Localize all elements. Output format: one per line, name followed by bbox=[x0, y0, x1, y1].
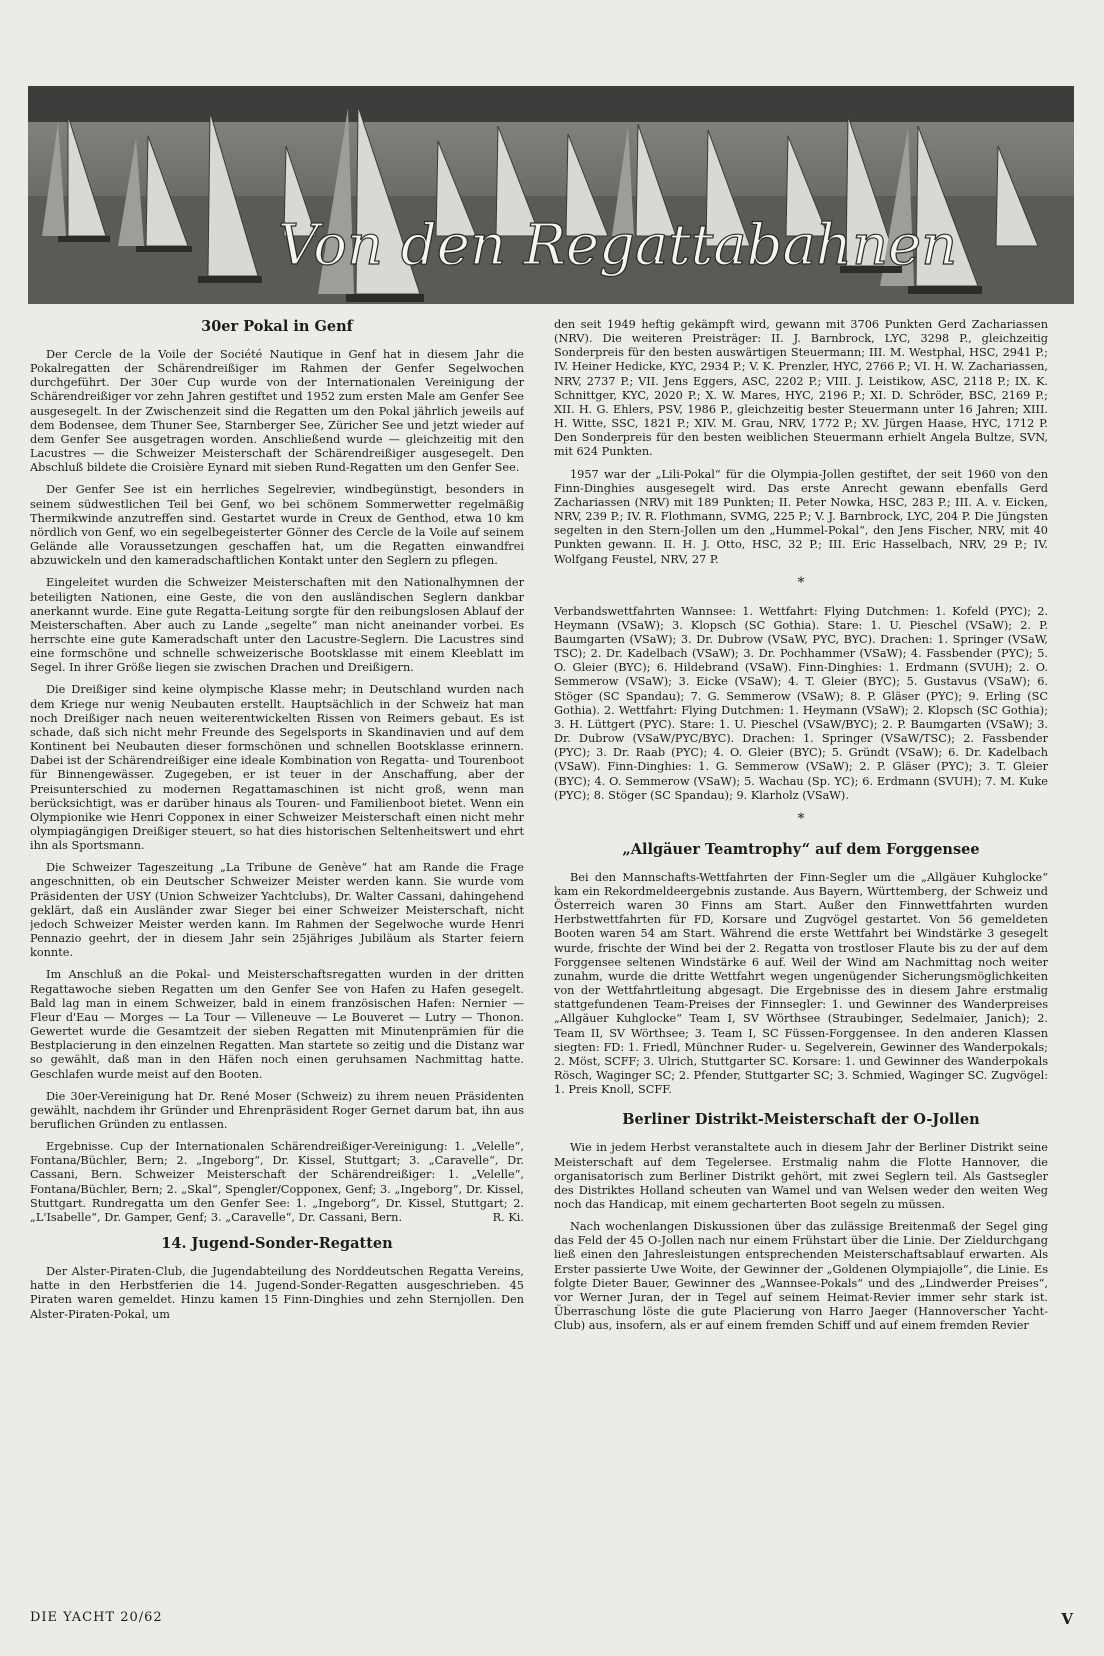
page-footer bbox=[30, 1610, 1074, 1628]
paragraph: Die 30er-Vereinigung hat Dr. René Moser (Schweiz) zu ihrem neuen Präsidenten gewählt, nachdem ihr Gründer und Ehrenpräsident Roger Gernet darum bat, ihn aus beruflichen Gründen zu entlassen. bbox=[30, 1089, 524, 1131]
author-signature: R. Ki. bbox=[492, 1210, 524, 1224]
paragraph: Im Anschluß an die Pokal- und Meisterschaftsregatten wurden in der dritten Regattawoche sieben Regatten um den Genfer See von Hafen zu Hafen gesegelt. Bald lag man in einem Schweizer, bald in einem französischen Hafen: Nernier — Fleur d'Eau — Morges — La Tour — Villeneuve — Le Bouveret — Lutry — Thonon. Gewertet wurde die Gesamtzeit der sieben Regatten mit Minutenprämien für die Bestplacierung in den einzelnen Regatten. Man startete so zeitig und die Distanz war so gewählt, daß man in den Häfen noch einen geruhsamen Nachmittag hatte. Geschlafen wurde meist auf den Booten. bbox=[30, 968, 524, 1081]
banner-script-text: Von den Regattabahnen bbox=[278, 213, 958, 278]
paragraph: Der Genfer See ist ein herrliches Segelrevier, windbegünstigt, besonders in seinem südwestlichen Teil bei Genf, wo bei schönem Sommerwetter regelmäßig Thermikwinde anzutreffen sind. Gestartet wurde in Creux de Genthod, etwa 10 km nördlich von Genf, wo ein segelbegeisterter Gönner des Cercle de la Voile auf seinem Gelände alle Voraussetzungen geschaffen hat, um die Regatten einwandfrei abzuwickeln und den kameradschaftlichen Kontakt unter den Seglern zu pflegen. bbox=[30, 483, 524, 568]
paragraph: Wie in jedem Herbst veranstaltete auch in diesem Jahr der Berliner Distrikt seine Meisterschaft auf dem Tegelersee. Erstmalig nahm die Flotte Hannover, die organisatorisch zum Berliner Distrikt gehört, mit zwei Seglern teil. Als Gastsegler des Distriktes Holland scheuten van Wamel und van Welsen weder den weiten Weg noch das Handicap, mit einem gecharterten Boot segeln zu müssen. bbox=[554, 1141, 1048, 1211]
results-text: Ergebnisse. Cup der Internationalen Schärendreißiger-Vereinigung: 1. „Velelle“, Fontana/Büchler, Bern; 2. „Ingeborg“, Dr. Kissel, Stuttgart; 3. „Caravelle“, Dr. Cassani, Bern. Schweizer Meisterschaft der Schärendreißiger: 1. „Velelle“, Fontana/Büchler, Bern; 2. „Skal“, Spengler/Copponex, Genf; 3. „Ingeborg“, Dr. Kissel, Stuttgart. Rundregatta um den Genfer See: 1. „Ingeborg“, Dr. Kissel, Stuttgart; 2. „L'Isabelle“, Dr. Gamper, Genf; 3. „Caravelle“, Dr. Cassani, Bern. bbox=[30, 1140, 524, 1224]
wannsee-results: Verbandswettfahrten Wannsee: 1. Wettfahrt: Flying Dutchmen: 1. Kofeld (PYC); 2. Heymann (VSaW); 3. Klopsch (SC Gothia). Stare: 1. U. Pieschel (VSaW); 2. P. Baumgarten (VSaW); 3. Dr. Dubrow (VSaW, PYC, BYC). Drachen: 1. Springer (VSaW, TSC); 2. Dr. Kadelbach (VSaW); 3. Dr. Pochhammer (VSaW); 4. Fassbender (PYC); 5. O. Gleier (BYC); 6. Hildebrand (VSaW). Finn-Dinghies: 1. Erdmann (SVUH); 2. O. Semmerow (VSaW); 3. Eicke (VSaW); 4. T. Gleier (BYC); 5. Gustavus (VSaW); 6. Stöger (SC Spandau); 7. G. Semmerow (VSaW); 8. P. Gläser (PYC); 9. Erling (SC Gothia). 2. Wettfahrt: Flying Dutchmen: 1. Heymann (VSaW); 2. Klopsch (SC Gothia); 3. H. Lüttgert (PYC). Stare: 1. U. Pieschel (VSaW/BYC); 2. P. Baumgarten (VSaW); 3. Dr. Dubrow (VSaW/PYC/BYC). Drachen: 1. Springer (VSaW/TSC); 2. Fassbender (PYC); 3. Dr. Raab (PYC); 4. O. Gleier (BYC); 5. Gründt (VSaW); 6. Dr. Kadelbach (VSaW). Finn-Dinghies: 1. G. Semmerow (VSaW); 2. P. Gläser (PYC); 3. T. Gleier (BYC); 4. O. Semmerow (VSaW); 5. Wachau (Sp. YC); 6. Erdmann (SVUH); 7. M. Kuke (PYC); 8. Stöger (SC Spandau); 9. Klarholz (VSaW). bbox=[554, 604, 1048, 802]
paragraph: Die Dreißiger sind keine olympische Klasse mehr; in Deutschland wurden nach dem Kriege nur wenig Neubauten erstellt. Hauptsächlich in der Schweiz hat man noch Dreißiger nach neuen weiterentwickelten Rissen von Reimers gebaut. Es ist schade, daß sich nicht mehr Freunde des Segelsports in Skandinavien und auf dem Kontinent bei Neubauten dieser formschönen und schnellen Bootsklasse erinnern. Dabei ist der Schärendreißiger eine ideale Kombination von Regatta- und Tourenboot für Binnengewässer. Zugegeben, er ist teuer in der Anschaffung, aber der Preisunterschied zu modernen Regattamaschinen ist nicht groß, wenn man berücksichtigt, was er darüber hinaus als Touren- und Familienboot bietet. Wenn ein Olympionike wie Henri Copponex in einer Schweizer Meisterschaft einen nicht mehr olympiagängigen Dreißiger steuert, so hat dies historischen Seltenheitswert und ehrt ihn als Sportsmann. bbox=[30, 683, 524, 853]
regatta-photo bbox=[28, 86, 1074, 304]
left-column bbox=[30, 318, 524, 1608]
article-title-berliner-distrikt: Berliner Distrikt-Meisterschaft der O-Jollen bbox=[622, 1111, 980, 1129]
article-title-30er-pokal: 30er Pokal in Genf bbox=[201, 318, 353, 335]
paragraph: den seit 1949 heftig gekämpft wird, gewann mit 3706 Punkten Gerd Zachariassen (NRV). Die weiteren Preisträger: II. J. Barnbrock, LYC, 3298 P., gleichzeitig Sonderpreis für den besten auswärtigen Steuermann; III. M. Westphal, HSC, 2941 P.; IV. Heiner Hedicke, KYC, 2934 P.; V. K. Prenzler, HYC, 2766 P.; VI. H. W. Zachariassen, NRV, 2737 P.; VII. Jens Eggers, ASC, 2202 P.; VIII. J. Leistikow, ASC, 2118 P.; IX. K. Schnittger, KYC, 2020 P.; X. W. Mares, HYC, 2196 P.; XI. D. Schröder, BSC, 2169 P.; XII. H. G. Ehlers, PSV, 1986 P., gleichzeitig bester Steuermann unter 16 Jahren; XIII. H. Witte, SSC, 1821 P.; XIV. M. Grau, NRV, 1772 P.; XV. Jürgen Haase, HYC, 1712 P. Den Sonderpreis für den besten weiblichen Steuermann erhielt Angela Bultze, SVN, mit 624 Punkten. bbox=[554, 318, 1048, 459]
publication-name: DIE YACHT 20/62 bbox=[30, 1610, 163, 1625]
paragraph: Eingeleitet wurden die Schweizer Meisterschaften mit den Nationalhymnen der beteiligten Nationen, eine Geste, die von den ausländischen Seglern dankbar anerkannt wurde. Eine gute Regatta-Leitung sorgte für den reibungslosen Ablauf der Meisterschaften. Aber auch zu Lande „segelte“ man nicht aneinander vorbei. Es herrschte eine gute Kameradschaft unter den Lacustre-Seglern. Die Lacustres sind eine formschöne und schnelle schweizerische Bootsklasse mit einem Kleeblatt im Segel. In ihrer Größe liegen sie zwischen Drachen und Dreißigern. bbox=[30, 576, 524, 675]
paragraph: Bei den Mannschafts-Wettfahrten der Finn-Segler um die „Allgäuer Kuhglocke“ kam ein Rekordmeldeergebnis zustande. Aus Bayern, Württemberg, der Schweiz und Österreich waren 30 Finns am Start. Außer den Finnwettfahrten wurden Herbstwettfahrten für FD, Korsare und Zugvögel gestartet. Von 56 gemeldeten Booten waren 54 am Start. Während die erste Wettfahrt bei Windstärke 3 gesegelt wurde, frischte der Wind bei der 2. Regatta von trostloser Flaute bis zu der auf dem Forggensee seltenen Windstärke 6 auf. Weil der Wind am Nachmittag noch weiter zunahm, wurde die dritte Wettfahrt wegen ungenügender Sicherungsmöglichkeiten von der Wettfahrtleitung abgesagt. Die Ergebnisse des in diesem Jahre erstmalig stattgefundenen Team-Preises der Finnsegler: 1. und Gewinner des Wanderpreises „Allgäuer Kuhglocke“ Team I, SV Wörthsee (Straubinger, Sedelmaier, Janich); 2. Team II, SV Wörthsee; 3. Team I, SC Füssen-Forggensee. In den anderen Klassen siegten: FD: 1. Friedl, Münchner Ruder- u. Segelverein, Gewinner des Wanderpokals; 2. Möst, SCFF; 3. Ulrich, Stuttgarter SC. Korsare: 1. und Gewinner des Wanderpokals Rösch, Waginger SC; 2. Pfender, Stuttgarter SC; 3. Schmied, Waginger SC. Zugvögel: 1. Preis Knoll, SCFF. bbox=[554, 870, 1048, 1097]
paragraph: Die Schweizer Tageszeitung „La Tribune de Genève“ hat am Rande die Frage angeschnitten, ob ein Deutscher Schweizer Meister werden kann. Sie wurde vom Präsidenten der USY (Union Schweizer Yachtclubs), Dr. Walter Cassani, dahingehend geklärt, daß ein Ausländer zwar Sieger bei einer Schweizer Meisterschaft, nicht jedoch Schweizer Meister werden kann. Im Rahmen der Segelwoche wurde Henri Pennazio geehrt, der in diesem Jahr sein 25jähriges Jubiläum als Starter feiern konnte. bbox=[30, 861, 524, 960]
paragraph: 1957 war der „Lili-Pokal“ für die Olympia-Jollen gestiftet, der seit 1960 von den Finn-Dinghies ausgesegelt wird. Das erste Anrecht gewann ebenfalls Gerd Zachariassen (NRV) mit 189 Punkten; II. Peter Nowka, HSC, 283 P.; III. A. v. Eicken, NRV, 239 P.; IV. R. Flothmann, SVMG, 225 P.; V. J. Barnbrock, LYC, 204 P. Die Jüngsten segelten in den Stern-Jollen um den „Hummel-Pokal“, den Jens Fischer, NRV, mit 40 Punkten gewann. II. H. J. Otto, HSC, 32 P.; III. Eric Hasselbach, NRV, 29 P.; IV. Wolfgang Feustel, NRV, 27 P. bbox=[554, 467, 1048, 566]
article-title-allgaeuer: „Allgäuer Teamtrophy“ auf dem Forggensee bbox=[622, 840, 980, 858]
right-column bbox=[554, 318, 1048, 1608]
section-divider: * bbox=[797, 574, 805, 591]
page-number: V bbox=[1061, 1610, 1074, 1628]
paragraph: Nach wochenlangen Diskussionen über das zulässige Breitenmaß der Segel ging das Feld der 45 O-Jollen nach nur einem Frühstart über die Linie. Der Zieldurchgang ließ einen den Jahresleistungen entsprechenden Meisterschaftsablauf erwarten. Als Erster passierte Uwe Woite, der Gewinner der „Goldenen Olympiajolle“, die Linie. Es folgte Dieter Bauer, Gewinner des „Wannsee-Pokals“ und des „Lindwerder Preises“, vor Werner Juran, der in Tegel auf seinem Heimat-Revier immer sehr stark ist. Überraschung löste die gute Placierung von Harro Jaeger (Hannoverscher Yacht-Club) aus, insofern, als er auf einem fremden Schiff und auf einem fremden Revier bbox=[554, 1220, 1048, 1333]
results-paragraph bbox=[30, 1140, 524, 1225]
article-title-jugend-regatten: 14. Jugend-Sonder-Regatten bbox=[161, 1235, 393, 1253]
paragraph: Der Alster-Piraten-Club, die Jugendabteilung des Norddeutschen Regatta Vereins, hatte in den Herbstferien die 14. Jugend-Sonder-Regatten ausgeschrieben. 45 Piraten waren gemeldet. Hinzu kamen 15 Finn-Dinghies und zehn Sternjollen. Den Alster-Piraten-Pokal, um bbox=[30, 1265, 524, 1321]
paragraph: Der Cercle de la Voile der Société Nautique in Genf hat in diesem Jahr die Pokalregatten der Schärendreißiger im Rahmen der Genfer Segelwochen durchgeführt. Der 30er Cup wurde von der Internationalen Vereinigung der Schärendreißiger vor zehn Jahren gestiftet und 1952 zum ersten Male am Genfer See ausgesegelt. In der Zwischenzeit sind die Regatten um den Pokal jährlich jeweils auf dem Bodensee, dem Thuner See, Starnberger See, Züricher See und jetzt wieder auf dem Genfer See ausgetragen worden. Anschließend wurde — gleichzeitig mit den Lacustres — die Schweizer Meisterschaft der Schärendreißiger ausgesegelt. Den Abschluß bildete die Croisière Eynard mit sieben Rund-Regatten um den Genfer See. bbox=[30, 348, 524, 475]
section-divider: * bbox=[797, 810, 805, 827]
